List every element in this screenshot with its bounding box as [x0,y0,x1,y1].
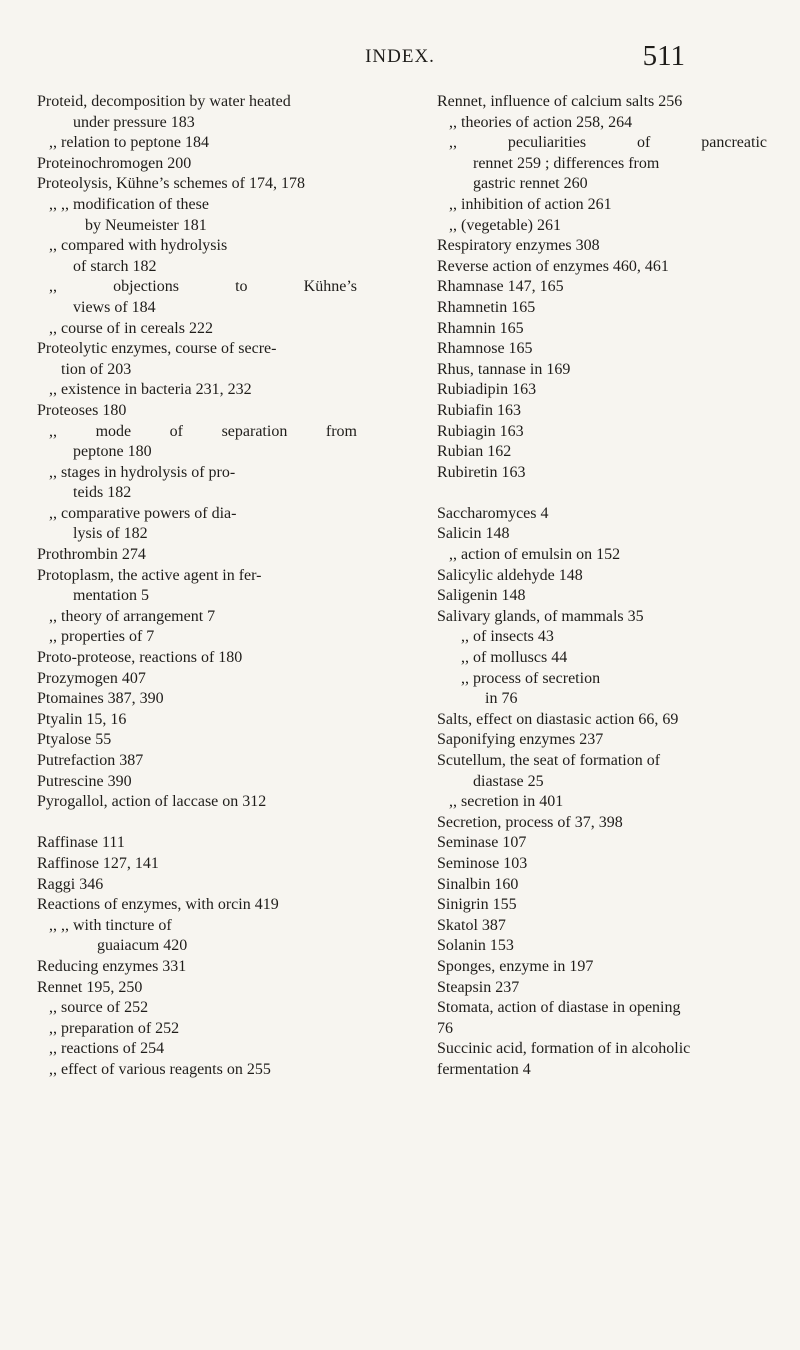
index-entry-continuation: gastric rennet 260 [473,175,588,193]
index-entry [37,957,357,978]
index-entry [437,627,767,648]
index-entry [437,957,767,978]
index-column-left [37,92,357,1081]
index-entry-continuation: fermentation 4 [437,1060,531,1078]
index-entry-text: Solanin 153 [437,937,514,955]
index-entry-text: Rhamnase 147, 165 [437,278,564,296]
index-entry [37,792,357,813]
index-entry-text: ,, source of 252 [49,999,149,1017]
index-entry-text: Prozymogen 407 [37,669,146,687]
index-entry-text: Putrefaction 387 [37,752,144,769]
index-entry-continuation: diastase 25 [473,772,544,790]
index-entry [437,545,767,566]
index-entry [437,401,767,422]
index-entry-text: ,, (vegetable) 261 [449,216,561,234]
index-entry-text: Rubiadipin 163 [437,381,537,399]
index-entry [37,772,357,793]
index-entry-text: ,, of molluscs 44 [461,649,568,667]
index-entry [37,730,357,751]
running-title: INDEX. [365,46,435,67]
index-entry-continuation: views of 184 [73,298,156,316]
page-header [0,38,800,78]
index-entry [437,504,767,525]
index-entry-text: Putrescine 390 [37,772,132,790]
index-entry-text: ,, properties of 7 [49,628,155,646]
index-entry [437,216,767,237]
index-entry-text: Skatol 387 [437,916,506,934]
index-entry [37,277,357,318]
index-entry [437,751,767,792]
index-entry-continuation: peptone 180 [73,443,152,461]
index-entry [37,154,357,175]
index-entry-text: ,, stages in hydrolysis of pro- [49,463,236,481]
index-entry-text: Rubiretin 163 [437,463,526,481]
index-entry-continuation: guaiacum 420 [97,937,188,955]
index-entry [437,566,767,587]
index-entry-text: Pyrogallol, action of laccase on 312 [37,793,267,811]
index-entry-text: Prothrombin 274 [37,546,146,564]
index-entry [37,566,357,607]
index-entry-text: Rhamnose 165 [437,340,533,358]
index-entry-text: Stomata, action of diastase in opening [437,999,681,1017]
index-entry [437,277,767,298]
index-entry [437,133,767,195]
index-entry [37,895,357,916]
index-entry-text: Proteid, decomposition by water heated [37,93,291,110]
index-entry-continuation: mentation 5 [73,587,149,605]
index-entry [37,669,357,690]
index-entry-text: ,, secretion in 401 [449,793,564,811]
index-entry [37,751,357,772]
index-entry-text: Saccharomyces 4 [437,504,549,522]
page-number: 511 [642,40,685,72]
index-entry-text: Steapsin 237 [437,978,520,996]
index-entry-text: Rhus, tannase in 169 [437,360,571,378]
index-entry-text: Proteolysis, Kühne’s schemes of 174, 178 [37,175,305,193]
index-entry [37,236,357,277]
index-entry-text: ,, theories of action 258, 264 [449,113,633,131]
section-gap [437,483,767,504]
index-entry [437,442,767,463]
index-entry [37,380,357,401]
index-entry-continuation: rennet 259 ; differences from [473,154,660,172]
index-entry [437,1039,767,1080]
index-entry-continuation: under pressure 183 [73,113,195,131]
index-entry-text: Sponges, enzyme in 197 [437,957,594,975]
index-entry [37,174,357,195]
index-entry-text: Reactions of enzymes, with orcin 419 [37,896,279,914]
index-entry-text: Raggi 346 [37,875,104,893]
index-entry-continuation: lysis of 182 [73,525,148,543]
index-entry-text: Rennet 195, 250 [37,978,143,996]
index-entry [37,422,357,463]
index-entry-text: Saponifying enzymes 237 [437,731,604,749]
index-entry [437,257,767,278]
index-entry [37,627,357,648]
index-entry-text: ,, relation to peptone 184 [49,134,209,152]
index-column-right [437,92,767,1081]
index-entry-text: Seminase 107 [437,834,527,852]
index-entry [437,710,767,731]
index-entry [437,648,767,669]
index-entry-text: Proteolytic enzymes, course of secre- [37,340,277,358]
index-entry-text: Scutellum, the seat of formation of [437,752,661,769]
index-entry-text: Reverse action of enzymes 460, 461 [437,257,669,275]
index-entry [437,422,767,443]
index-entry-continuation: tion of 203 [61,360,132,378]
index-entry [37,1060,357,1081]
index-entry-text: ,, peculiarities of pancreatic [449,134,767,152]
index-entry [437,813,767,834]
index-entry [437,607,767,628]
index-entry-text: Proteoses 180 [37,401,127,419]
index-entry [37,1039,357,1060]
index-entry-text: Raffinase 111 [37,834,125,852]
index-entry-text: ,, preparation of 252 [49,1019,180,1037]
index-entry-text: Rubiafin 163 [437,401,521,419]
index-entry [37,339,357,380]
index-entry-text: Proto-proteose, reactions of 180 [37,649,243,667]
index-entry [37,133,357,154]
index-entry [437,854,767,875]
index-entry [437,319,767,340]
index-entry [37,607,357,628]
index-entry [437,524,767,545]
index-entry [437,92,767,113]
index-entry-text: Reducing enzymes 331 [37,957,187,975]
index-entry [437,463,767,484]
index-entry-continuation: in 76 [485,690,518,708]
index-entry-text: ,, compared with hydrolysis [49,237,228,255]
index-entry [437,236,767,257]
index-entry-continuation: teids 182 [73,484,132,502]
index-entry-text: ,, effect of various reagents on 255 [49,1060,271,1078]
index-entry [37,319,357,340]
index-entry-text: Rubiagin 163 [437,422,524,440]
index-entry-text: Sinalbin 160 [437,875,519,893]
index-entry [437,360,767,381]
index-entry [437,730,767,751]
index-entry [437,669,767,710]
index-entry [437,916,767,937]
index-entry [37,710,357,731]
index-entry-continuation: by Neumeister 181 [85,216,207,234]
index-entry [37,195,357,236]
index-entry [37,463,357,504]
index-entry [437,298,767,319]
index-entry-text: ,, comparative powers of dia- [49,504,237,522]
index-entry-text: Ptyalose 55 [37,731,112,749]
index-entry-text: ,, mode of separation from [49,422,357,440]
index-entry [437,833,767,854]
index-entry [437,195,767,216]
index-entry [37,978,357,999]
index-entry-text: Protoplasm, the active agent in fer- [37,566,262,584]
index-entry-text: Seminose 103 [437,854,528,872]
index-entry-text: Ptyalin 15, 16 [37,710,127,728]
index-entry-text: ,, reactions of 254 [49,1040,165,1058]
index-entry-text: ,, objections to Kühne’s [49,278,357,296]
index-entry [37,916,357,957]
section-gap [37,813,357,834]
index-entry-text: ,, process of secretion [461,669,601,687]
index-entry [37,648,357,669]
index-entry [437,586,767,607]
index-entry-text: Salicylic aldehyde 148 [437,566,583,584]
index-entry-text: Salicin 148 [437,525,510,543]
index-entry-text: Raffinose 127, 141 [37,854,159,872]
index-entry [37,689,357,710]
index-entry-text: ,, existence in bacteria 231, 232 [49,381,252,399]
index-entry [437,895,767,916]
index-entry-text: Secretion, process of 37, 398 [437,813,623,831]
index-entry-text: Respiratory enzymes 308 [437,237,600,255]
index-entry-text: ,, inhibition of action 261 [449,195,612,213]
index-entry [437,792,767,813]
index-entry-text: ,, action of emulsin on 152 [449,546,621,564]
index-entry-text: Salts, effect on diastasic action 66, 69 [437,710,679,728]
index-entry [437,875,767,896]
index-entry-text: ,, ,, modification of these [49,195,209,213]
index-entry [37,545,357,566]
index-entry-text: Sinigrin 155 [437,896,517,914]
index-entry [437,978,767,999]
index-entry [37,1019,357,1040]
index-entry [37,504,357,545]
index-entry [37,875,357,896]
index-entry-text: ,, of insects 43 [461,628,554,646]
index-entry-text: Rhamnin 165 [437,319,524,337]
index-entry [437,380,767,401]
index-entry [37,854,357,875]
index-entry-text: Rhamnetin 165 [437,298,536,316]
index-entry [437,998,767,1039]
index-entry-text: Rennet, influence of calcium salts 256 [437,93,683,110]
index-entry-continuation: 76 [437,1019,453,1037]
index-entry-text: ,, course of in cereals 222 [49,319,213,337]
index-entry-text: Rubian 162 [437,443,512,461]
index-entry-text: ,, ,, with tincture of [49,916,172,934]
index-entry [437,936,767,957]
index-entry [37,833,357,854]
index-entry-text: Ptomaines 387, 390 [37,690,164,708]
index-entry [37,998,357,1019]
index-entry [437,339,767,360]
index-entry-text: ,, theory of arrangement 7 [49,607,216,625]
index-entry-text: Saligenin 148 [437,587,526,605]
index-entry-text: Succinic acid, formation of in alcoholic [437,1040,691,1058]
index-entry [37,92,357,133]
index-entry [37,401,357,422]
index-entry-text: Proteinochromogen 200 [37,154,192,172]
index-entry [437,113,767,134]
index-entry-continuation: of starch 182 [73,257,157,275]
index-entry-text: Salivary glands, of mammals 35 [437,607,644,625]
